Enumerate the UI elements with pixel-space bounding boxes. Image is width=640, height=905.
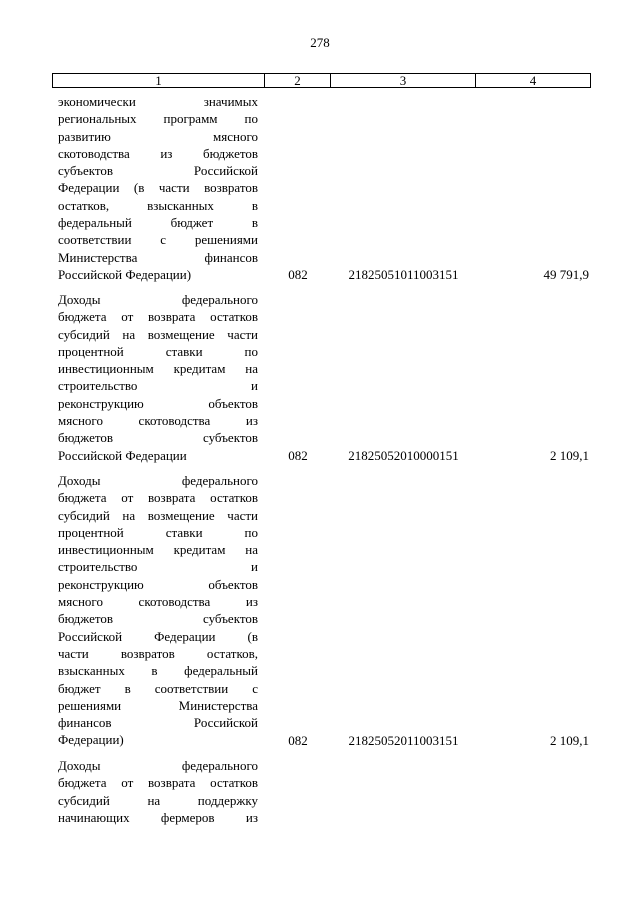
description-line: Федерации (в части возвратов (58, 180, 258, 196)
description-line: строительство и (58, 378, 258, 394)
description-line: субсидий на возмещение части (58, 326, 258, 342)
description-line: строительство и (58, 559, 258, 575)
description-line: реконструкцию объектов (58, 576, 258, 592)
description-line: субсидий на возмещение части (58, 507, 258, 523)
description-line: скотоводства из бюджетов (58, 145, 258, 161)
description-line: процентной ставки по (58, 524, 258, 540)
description-line: инвестиционным кредитам на (58, 361, 258, 377)
row-description (58, 472, 258, 749)
row-kbk: 21825052010000151 (348, 448, 459, 463)
description-line: Доходы федерального (58, 758, 258, 773)
row-kbk: 21825051011003151 (348, 267, 459, 282)
row-description (58, 757, 258, 826)
description-line: мясного скотоводства из (58, 413, 258, 429)
page-number: 278 (310, 35, 330, 50)
description-line: Федерации) (58, 732, 124, 748)
row-amount: 49 791,9 (543, 267, 589, 282)
description-line: Доходы федерального (58, 292, 258, 307)
row-amount: 2 109,1 (550, 448, 589, 463)
row-code: 082 (288, 733, 308, 748)
description-line: взысканных в федеральный (58, 663, 258, 679)
description-line: Доходы федерального (58, 473, 258, 488)
row-amount: 2 109,1 (550, 733, 589, 748)
row-description (58, 291, 258, 464)
description-line: бюджетов субъектов (58, 611, 258, 627)
description-line: экономически значимых (58, 94, 258, 109)
row-code: 082 (288, 267, 308, 282)
description-line: бюджета от возврата остатков (58, 309, 258, 325)
description-line: процентной ставки по (58, 343, 258, 359)
description-line: бюджетов субъектов (58, 430, 258, 446)
header-cell-2: 2 (264, 74, 330, 87)
description-line: бюджет в соответствии с (58, 680, 258, 696)
table-header (52, 73, 591, 88)
row-kbk: 21825052011003151 (348, 733, 459, 748)
description-line: Российской Федерации) (58, 266, 192, 282)
row-code: 082 (288, 448, 308, 463)
description-line: мясного скотоводства из (58, 594, 258, 610)
description-line: федеральный бюджет в (58, 215, 258, 231)
description-line: региональных программ по (58, 111, 258, 127)
description-line: остатков, взысканных в (58, 197, 258, 213)
description-line: Российской Федерации (58, 447, 187, 463)
header-cell-4: 4 (475, 74, 590, 87)
description-line: бюджета от возврата остатков (58, 775, 258, 791)
description-line: решениями Министерства (58, 697, 258, 713)
description-line: развитию мясного (58, 128, 258, 144)
description-line: начинающих фермеров из (58, 809, 258, 825)
header-cell-1: 1 (155, 73, 162, 88)
description-line: Министерства финансов (58, 249, 258, 265)
description-line: реконструкцию объектов (58, 395, 258, 411)
description-line: субъектов Российской (58, 163, 258, 179)
description-line: финансов Российской (58, 715, 258, 731)
header-cell-3: 3 (330, 74, 475, 87)
description-line: части возвратов остатков, (58, 645, 258, 661)
description-line: бюджета от возврата остатков (58, 490, 258, 506)
description-line: субсидий на поддержку (58, 792, 258, 808)
description-line: Российской Федерации (в (58, 628, 258, 644)
description-line: инвестиционным кредитам на (58, 542, 258, 558)
description-line: соответствии с решениями (58, 232, 258, 248)
row-description (58, 93, 258, 283)
